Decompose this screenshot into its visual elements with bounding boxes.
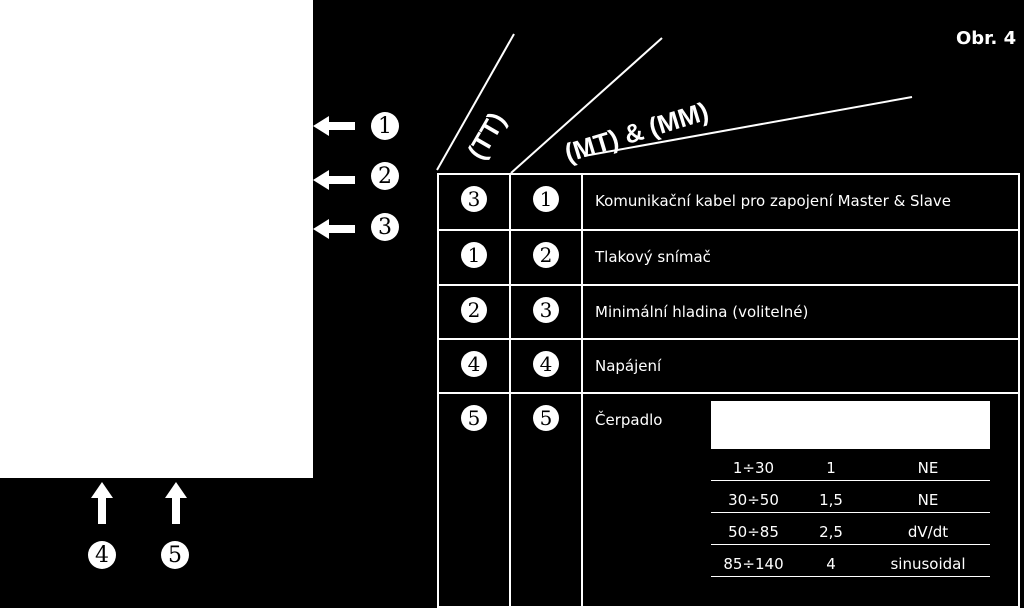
row-description: Napájení [582,339,1019,393]
table-row [711,481,990,513]
table-row [438,230,1019,285]
tt-number: 1 [461,242,487,268]
callout-2: 2 [371,162,399,190]
row-description: Komunikační kabel pro zapojení Master & Slave [582,174,1019,230]
pump-cell: NE [917,459,939,477]
pump-cell: 50÷85 [728,523,779,541]
callout-1: 1 [371,112,399,140]
table-row [438,285,1019,339]
callout-4: 4 [88,541,116,569]
mt-number: 3 [533,297,559,323]
mt-number: 4 [533,351,559,377]
row-description: Tlakový snímač [582,230,1019,285]
tt-number: 2 [461,297,487,323]
pump-cell: sinusoidal [890,555,966,573]
pump-cell: 1,5 [819,491,843,509]
header-mt-mm: (MT) & (MM) [560,95,712,169]
table-row [711,545,990,577]
table-row [438,339,1019,393]
table-row [711,449,990,481]
table-row [438,174,1019,230]
tt-number: 3 [461,186,487,212]
pump-subtable-header [711,401,990,449]
header-tt: (TT) [461,106,512,165]
figure-label: Obr. 4 [956,28,1017,49]
pump-cell: NE [917,491,939,509]
mt-number: 5 [533,405,559,431]
pump-cell: 4 [826,555,836,573]
row-description: Minimální hladina (volitelné) [582,285,1019,339]
tt-number: 4 [461,351,487,377]
pump-cell: 30÷50 [728,491,779,509]
row-description: Čerpadlo [582,393,1019,607]
pump-cell: 1÷30 [732,459,775,477]
pump-cell: 85÷140 [723,555,784,573]
table-row [711,513,990,545]
pump-cell: 2,5 [819,523,843,541]
tt-number: 5 [461,405,487,431]
pump-cell: dV/dt [907,523,949,541]
mt-number: 1 [533,186,559,212]
callout-5: 5 [161,541,189,569]
pump-subtable [711,401,990,577]
mt-number: 2 [533,242,559,268]
callout-3: 3 [371,213,399,241]
pump-cell: 1 [826,459,836,477]
